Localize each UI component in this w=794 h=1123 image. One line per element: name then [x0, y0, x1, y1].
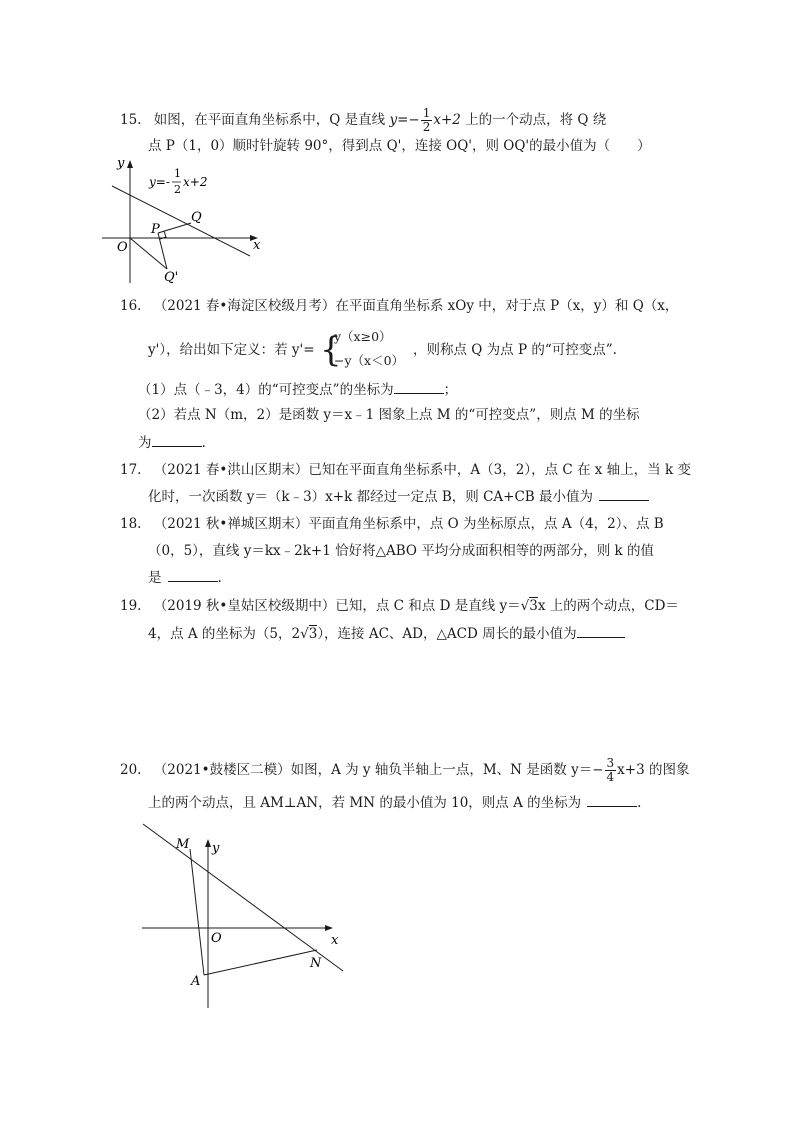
q20-y-arrow [205, 839, 211, 847]
q15-frac-num: 1 [422, 106, 431, 120]
q18-line3 [148, 569, 222, 586]
q19-text-b: x 上的两个动点，CD＝ [537, 598, 679, 614]
q19-sqrt-value-2: 3 [308, 626, 318, 642]
q20-text-line2: 上的两个动点，且 AM⊥AN，若 MN 的最小值为 10，则点 A 的坐标为 [148, 795, 582, 811]
q20-frac [605, 757, 617, 784]
q19-line1 [120, 598, 679, 614]
q16-sub2-end: . [201, 435, 206, 451]
q20-label-y: y [212, 841, 220, 856]
q20-blank [587, 794, 637, 807]
q15-y-arrow [127, 160, 133, 168]
q15-label-p: P [151, 222, 160, 237]
q16-sub2-line2 [138, 434, 206, 451]
q15-frac [421, 107, 433, 134]
q18-number: 18. [120, 516, 142, 532]
q16-number: 16. [120, 298, 142, 314]
q16-text-line1: （2021 春•海淀区校级月考）在平面直角坐标系 xOy 中，对于点 P（x，y）和 Q（x， [153, 298, 679, 314]
q20-number: 20. [120, 762, 142, 778]
q16-sub1-blank [394, 381, 444, 394]
q20-function-line [143, 824, 343, 971]
q18-line3-end: . [217, 570, 222, 586]
q15-frac-den: 2 [422, 120, 431, 134]
q15-eq-lhs: y=− [389, 112, 420, 128]
q15-label-q: Q [191, 210, 202, 225]
q16-case1: y（x≥0） [334, 329, 392, 344]
q19-text-a: （2019 秋•皇姑区校级期中）已知，点 C 和点 D 是直线 y＝ [153, 598, 521, 614]
q16-sub2-blank [152, 434, 202, 447]
q16-brace: { [320, 330, 342, 370]
q15-line1 [120, 107, 606, 134]
q16-case2: −y（x＜0） [334, 353, 405, 368]
q15-label-o: O [117, 240, 128, 255]
q15-label-x: x [253, 238, 261, 253]
q15-fig-eq-den: 2 [174, 183, 181, 196]
q15-label-q2: Q' [164, 270, 179, 285]
q20-text-b: x+3 的图象 [617, 762, 690, 778]
q19-line2 [148, 625, 625, 642]
q17-line2 [148, 488, 649, 505]
q16-text-line2b: ，则称点 Q 为点 P 的“可控变点”. [413, 342, 617, 358]
q17-line1 [120, 462, 691, 478]
q19-sqrt-sign-2: √ [300, 626, 309, 642]
q20-line1 [120, 757, 689, 784]
q16-sub1-text: （1）点（﹣3，4）的“可控变点”的坐标为 [138, 382, 394, 398]
q18-text-line3: 是 [148, 570, 162, 586]
q15-segment-oq2 [130, 238, 167, 269]
q15-eq-rhs: x+2 [433, 112, 461, 128]
q20-label-a: A [191, 974, 201, 989]
q20-figure [135, 820, 355, 1015]
q19-text-line2a: 4，点 A 的坐标为（5，2 [148, 626, 301, 642]
q16-sub2-line2-text: 为 [138, 435, 152, 451]
q19-text-line2b: ），连接 AC、AD，△ACD 周长的最小值为 [317, 626, 577, 642]
q19-number: 19. [120, 598, 142, 614]
q20-line2-end: . [637, 795, 642, 811]
q15-text-b: 上的一个动点，将 Q 绕 [465, 112, 607, 128]
q15-label-y: y [117, 156, 125, 171]
q15-fig-eq-lhs: y=- [149, 175, 170, 189]
q20-label-n: N [310, 956, 322, 971]
q15-number: 15. [120, 112, 142, 128]
q20-x-arrow [325, 925, 333, 931]
q17-text-line2: 化时，一次函数 y＝（k﹣3）x+k 都经过一定点 B，则 CA+CB 最小值为 [148, 489, 594, 505]
q17-number: 17. [120, 462, 142, 478]
q16-line1 [120, 298, 678, 314]
q20-frac-den: 4 [606, 770, 615, 784]
q20-label-m: M [176, 837, 190, 852]
q20-text-a: （2021•鼓楼区二模）如图，A 为 y 轴负半轴上一点，M、N 是函数 y＝ [153, 762, 593, 778]
q19-blank [577, 625, 625, 638]
q15-fig-eq-num: 1 [174, 167, 181, 180]
q20-frac-sign: − [592, 762, 604, 778]
q18-text-line1: （2021 秋•禅城区期末）平面直角坐标系中，点 O 为坐标原点，点 A（4，2）、点 B [153, 516, 664, 532]
q20-label-o: O [211, 931, 222, 946]
q19-sqrt-sign: √ [520, 598, 530, 614]
q15-line2: 点 P（1，0）顺时针旋转 90°，得到点 Q'，连接 OQ'，则 OQ'的最小值为（ ） [148, 138, 651, 154]
q15-line-graph [112, 186, 250, 256]
q16-sub2-line1: （2）若点 N（m，2）是函数 y＝x﹣1 图象上点 M 的“可控变点”，则点 M 的坐标 [138, 407, 640, 423]
q20-segment-an [204, 950, 317, 975]
q20-frac-num: 3 [606, 756, 615, 770]
q20-line2 [148, 794, 641, 811]
q15-segment-pq [158, 223, 191, 233]
q18-blank [168, 569, 218, 582]
q15-text-a: 如图，在平面直角坐标系中，Q 是直线 [153, 112, 386, 128]
q19-sqrt-value: 3 [529, 598, 538, 614]
q16-text-line2a: y'），给出如下定义：若 y'= [148, 342, 315, 358]
q18-line1 [120, 516, 664, 532]
q16-sub1-end: ； [443, 382, 458, 398]
q17-text-line1: （2021 春•洪山区期末）已知在平面直角坐标系中，A（3，2），点 C 在 x 轴上，当 k 变 [153, 462, 691, 478]
q15-figure [100, 155, 270, 285]
q20-label-x: x [331, 933, 339, 948]
q15-fig-eq-rhs: x+2 [183, 175, 208, 189]
q16-sub1 [138, 381, 457, 398]
q18-line2: （0，5），直线 y＝kx﹣2k+1 恰好将△ABO 平均分成面积相等的两部分，则 k 的值 [148, 543, 655, 559]
q17-blank [599, 488, 649, 501]
